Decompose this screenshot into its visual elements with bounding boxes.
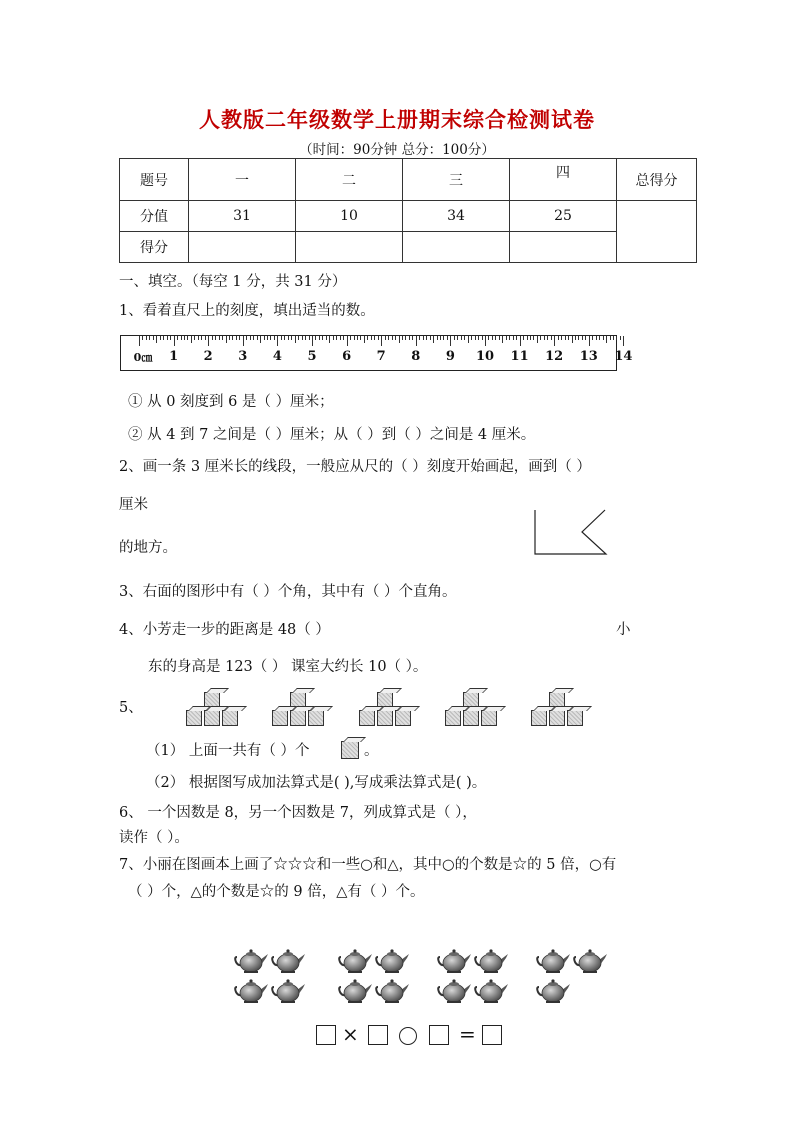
ruler-number: 8	[411, 349, 421, 364]
total-score-label: 总得分	[617, 159, 697, 201]
ruler-tick	[229, 336, 230, 340]
teapot-icon	[270, 978, 306, 1004]
ruler-number: 3	[238, 349, 248, 364]
teapot-icon	[337, 978, 373, 1004]
teapot-icon	[374, 948, 410, 974]
teapot-icon	[233, 978, 269, 1004]
question-1: 1、看着直尺上的刻度，填出适当的数。	[119, 303, 375, 319]
question-1-sub2: ② 从 4 到 7 之间是（ ）厘米；从（ ）到（ ）之间是 4 厘米。	[128, 427, 536, 443]
ruler-tick	[160, 336, 161, 340]
cube-icon	[186, 710, 202, 726]
ruler-tick	[554, 336, 555, 346]
ruler-tick	[194, 336, 195, 340]
operator-circle[interactable]	[399, 1027, 417, 1045]
ruler-tick	[149, 336, 150, 340]
ruler-tick	[243, 336, 244, 346]
ruler-tick	[499, 336, 500, 340]
ruler-tick	[551, 336, 552, 340]
question-2-line3: 的地方。	[119, 540, 177, 556]
ruler-tick	[381, 336, 382, 346]
ruler-tick	[596, 336, 597, 340]
answer-box[interactable]	[316, 1025, 336, 1045]
ruler-tick	[333, 336, 334, 340]
ruler-tick	[488, 336, 489, 340]
question-6-line1: 6、 一个因数是 8，另一个因数是 7，列成算式是（ ），	[119, 805, 477, 821]
ruler-tick	[146, 336, 147, 340]
ruler-tick	[506, 336, 507, 340]
ruler-tick	[236, 336, 237, 340]
cube-icon	[463, 710, 479, 726]
ruler-tick	[485, 336, 486, 346]
teapot-icon	[374, 978, 410, 1004]
ruler-tick	[170, 336, 171, 340]
cube-group	[184, 686, 244, 730]
ruler-tick	[530, 336, 531, 340]
ruler-tick	[250, 336, 251, 340]
ruler-number: 4	[272, 349, 282, 364]
ruler-tick	[239, 336, 240, 340]
cube-icon	[359, 710, 375, 726]
question-5-sub1: （1） 上面一共有（ ）个	[146, 743, 310, 759]
question-7-line2: （ ）个，△的个数是☆的 9 倍，△有（ ）个。	[128, 884, 425, 900]
ruler-tick	[222, 336, 223, 340]
ruler-tick	[412, 336, 413, 340]
ruler-tick	[565, 336, 566, 340]
ruler-tick	[578, 336, 579, 340]
teapot-icon	[473, 948, 509, 974]
ruler-tick	[440, 336, 441, 340]
ruler-tick	[156, 336, 157, 343]
ruler-tick	[402, 336, 403, 340]
ruler-tick	[599, 336, 600, 340]
page-title: 人教版二年级数学上册期末综合检测试卷	[199, 107, 595, 132]
ruler-tick	[437, 336, 438, 340]
ruler-tick	[433, 336, 434, 343]
ruler-tick	[288, 336, 289, 340]
cube-icon	[549, 710, 565, 726]
ruler-tick	[533, 336, 534, 340]
ruler-tick	[371, 336, 372, 340]
ruler-tick	[201, 336, 202, 340]
question-7-line1: 7、小丽在图画本上画了☆☆☆和一些○和△，其中○的个数是☆的 5 倍，○有	[119, 857, 617, 873]
ruler-tick	[312, 336, 313, 346]
column-header: 一	[189, 159, 296, 201]
ruler-tick	[464, 336, 465, 340]
ruler-tick	[409, 336, 410, 340]
cube-group	[270, 686, 330, 730]
ruler-tick	[142, 336, 143, 340]
ruler-tick	[378, 336, 379, 340]
ruler-tick	[350, 336, 351, 340]
ruler-tick	[257, 336, 258, 340]
ruler-tick	[309, 336, 310, 340]
ruler-tick	[264, 336, 265, 340]
question-4-line1: 4、小芳走一步的距离是 48（ ）	[119, 622, 330, 638]
ruler-tick	[454, 336, 455, 340]
ruler-tick	[153, 336, 154, 340]
ruler-tick	[139, 336, 140, 346]
ruler-tick	[527, 336, 528, 340]
ruler-tick	[423, 336, 424, 340]
cube-icon	[445, 710, 461, 726]
ruler-number: 14	[614, 349, 633, 364]
teapot-icon	[233, 948, 269, 974]
question-4-line1-end: 小	[616, 622, 631, 638]
ruler-tick	[260, 336, 261, 343]
cube-group	[357, 686, 417, 730]
ruler-number: 10	[475, 349, 495, 364]
ruler-tick	[253, 336, 254, 340]
ruler-tick	[163, 336, 164, 340]
ruler-tick	[326, 336, 327, 340]
ruler-number: 2	[203, 349, 213, 364]
ruler-tick	[277, 336, 278, 346]
ruler-number: 12	[545, 349, 564, 364]
ruler-tick	[558, 336, 559, 340]
cube-icon	[204, 710, 220, 726]
ruler-tick	[340, 336, 341, 340]
ruler-tick	[523, 336, 524, 340]
points-cell: 31	[189, 201, 296, 232]
exam-subtitle: （时间：90分钟 总分：100分）	[299, 142, 495, 158]
ruler-tick	[502, 336, 503, 343]
ruler-number: 7	[376, 349, 386, 364]
ruler-tick	[270, 336, 271, 340]
ruler-tick	[537, 336, 538, 343]
ruler-tick	[589, 336, 590, 346]
score-cell[interactable]	[403, 232, 510, 263]
ruler-tick	[329, 336, 330, 343]
cube-icon	[531, 710, 547, 726]
question-5-sub1-end: 。	[364, 743, 379, 759]
cube-icon	[308, 710, 324, 726]
angle-figure	[532, 508, 612, 558]
ruler-tick	[419, 336, 420, 340]
ruler-tick	[274, 336, 275, 340]
ruler-tick	[212, 336, 213, 340]
ruler-tick	[606, 336, 607, 343]
ruler-tick	[592, 336, 593, 340]
ruler-tick	[492, 336, 493, 340]
ruler-tick	[354, 336, 355, 340]
column-header: 三	[403, 159, 510, 201]
score-table	[119, 158, 697, 263]
ruler-tick	[471, 336, 472, 340]
points-cell: 25	[510, 201, 617, 232]
ruler-tick	[343, 336, 344, 340]
ruler-tick	[198, 336, 199, 340]
ruler-tick	[392, 336, 393, 340]
ruler-tick	[430, 336, 431, 340]
ruler-tick	[319, 336, 320, 340]
score-cell[interactable]	[189, 232, 296, 263]
column-header: 二	[296, 159, 403, 201]
answer-box[interactable]	[429, 1025, 449, 1045]
ruler-number: 11	[510, 349, 529, 364]
cube-icon	[567, 710, 583, 726]
ruler-tick	[357, 336, 358, 340]
cube-group	[529, 686, 589, 730]
ruler-tick	[388, 336, 389, 340]
ruler-figure	[120, 335, 633, 371]
ruler-tick	[364, 336, 365, 343]
ruler-tick	[181, 336, 182, 340]
section-heading: 一、填空。（每空 1 分，共 31 分）	[119, 274, 347, 290]
ruler-tick	[561, 336, 562, 340]
teapot-icon	[436, 948, 472, 974]
ruler-tick	[367, 336, 368, 340]
ruler-tick	[215, 336, 216, 340]
column-header: 四	[510, 159, 617, 201]
ruler-tick	[516, 336, 517, 340]
ruler-tick	[174, 336, 175, 346]
ruler-tick	[461, 336, 462, 340]
answer-box[interactable]	[482, 1025, 502, 1045]
ruler-tick	[399, 336, 400, 343]
teapot-icon	[572, 948, 608, 974]
ruler-tick	[457, 336, 458, 340]
cube-icon	[290, 710, 306, 726]
ruler-tick	[267, 336, 268, 340]
equals-sign: =	[459, 1022, 476, 1046]
ruler-tick	[582, 336, 583, 340]
ruler-tick	[281, 336, 282, 340]
ruler-tick	[219, 336, 220, 340]
teapot-icon	[337, 948, 373, 974]
ruler-tick	[495, 336, 496, 340]
total-score-cell[interactable]	[617, 201, 697, 263]
ruler-tick	[360, 336, 361, 340]
ruler-number: 0㎝	[133, 351, 153, 364]
question-6-line2: 读作（ ）。	[119, 830, 189, 846]
ruler-tick	[405, 336, 406, 340]
score-cell[interactable]	[510, 232, 617, 263]
ruler-tick	[177, 336, 178, 340]
row-label-points: 分值	[120, 201, 189, 232]
ruler-tick	[575, 336, 576, 340]
ruler-tick	[167, 336, 168, 340]
cube-icon	[377, 710, 393, 726]
ruler-tick	[478, 336, 479, 340]
row-label-question: 题号	[120, 159, 189, 201]
ruler-tick	[291, 336, 292, 340]
ruler-tick	[475, 336, 476, 340]
teapot-icon	[535, 978, 571, 1004]
ruler-tick	[540, 336, 541, 340]
ruler-tick	[385, 336, 386, 340]
ruler-tick	[620, 336, 621, 340]
row-label-score: 得分	[120, 232, 189, 263]
ruler-number: 5	[307, 349, 317, 364]
ruler-tick	[232, 336, 233, 340]
ruler-tick	[322, 336, 323, 340]
score-cell[interactable]	[296, 232, 403, 263]
ruler-tick	[468, 336, 469, 343]
question-1-sub1: ① 从 0 刻度到 6 是（ ）厘米；	[128, 394, 334, 410]
ruler-tick	[603, 336, 604, 340]
ruler-tick	[208, 336, 209, 346]
ruler-tick	[416, 336, 417, 346]
ruler-tick	[544, 336, 545, 340]
teapot-icon	[436, 978, 472, 1004]
question-5-label: 5、	[119, 700, 143, 716]
ruler-tick	[426, 336, 427, 340]
ruler-tick	[184, 336, 185, 340]
ruler-tick	[226, 336, 227, 343]
ruler-tick	[450, 336, 451, 346]
ruler-number: 6	[342, 349, 352, 364]
question-4-line2: 东的身高是 123（ ） 课室大约长 10（ ）。	[148, 659, 428, 675]
ruler-tick	[305, 336, 306, 340]
cube-icon	[341, 741, 359, 759]
points-cell: 34	[403, 201, 510, 232]
ruler-tick	[395, 336, 396, 340]
cube-icon	[395, 710, 411, 726]
ruler-tick	[191, 336, 192, 343]
ruler-tick	[520, 336, 521, 346]
question-2-line1: 2、画一条 3 厘米长的线段，一般应从尺的（ ）刻度开始画起，画到（ ）	[119, 459, 591, 475]
ruler-tick	[482, 336, 483, 340]
ruler-tick	[246, 336, 247, 340]
ruler-tick	[205, 336, 206, 340]
ruler-tick	[623, 336, 624, 346]
answer-box[interactable]	[368, 1025, 388, 1045]
question-2-line2: 厘米	[119, 497, 148, 513]
ruler-tick	[284, 336, 285, 340]
ruler-tick	[347, 336, 348, 346]
ruler-tick	[568, 336, 569, 340]
ruler-tick	[336, 336, 337, 340]
cube-icon	[222, 710, 238, 726]
ruler-tick	[572, 336, 573, 343]
ruler-number: 1	[169, 349, 179, 364]
ruler-tick	[616, 336, 617, 340]
ruler-tick	[513, 336, 514, 340]
ruler-tick	[443, 336, 444, 340]
points-cell: 10	[296, 201, 403, 232]
teapot-icon	[270, 948, 306, 974]
ruler-tick	[585, 336, 586, 340]
cube-icon	[481, 710, 497, 726]
question-5-sub2: （2） 根据图写成加法算式是( ),写成乘法算式是( )。	[146, 775, 487, 791]
ruler-tick	[447, 336, 448, 340]
ruler-tick	[509, 336, 510, 340]
ruler-number: 9	[445, 349, 455, 364]
ruler-tick	[610, 336, 611, 340]
question-3: 3、右面的图形中有（ ）个角，其中有（ ）个直角。	[119, 584, 457, 600]
ruler-tick	[613, 336, 614, 340]
teapot-icon	[535, 948, 571, 974]
ruler-tick	[315, 336, 316, 340]
ruler-tick	[302, 336, 303, 340]
cube-icon	[272, 710, 288, 726]
cube-group	[443, 686, 503, 730]
teapot-icon	[473, 978, 509, 1004]
ruler-tick	[295, 336, 296, 343]
ruler-tick	[187, 336, 188, 340]
ruler-number: 13	[579, 349, 598, 364]
ruler-tick	[547, 336, 548, 340]
ruler-tick	[374, 336, 375, 340]
times-sign: ×	[342, 1022, 359, 1046]
ruler-tick	[298, 336, 299, 340]
